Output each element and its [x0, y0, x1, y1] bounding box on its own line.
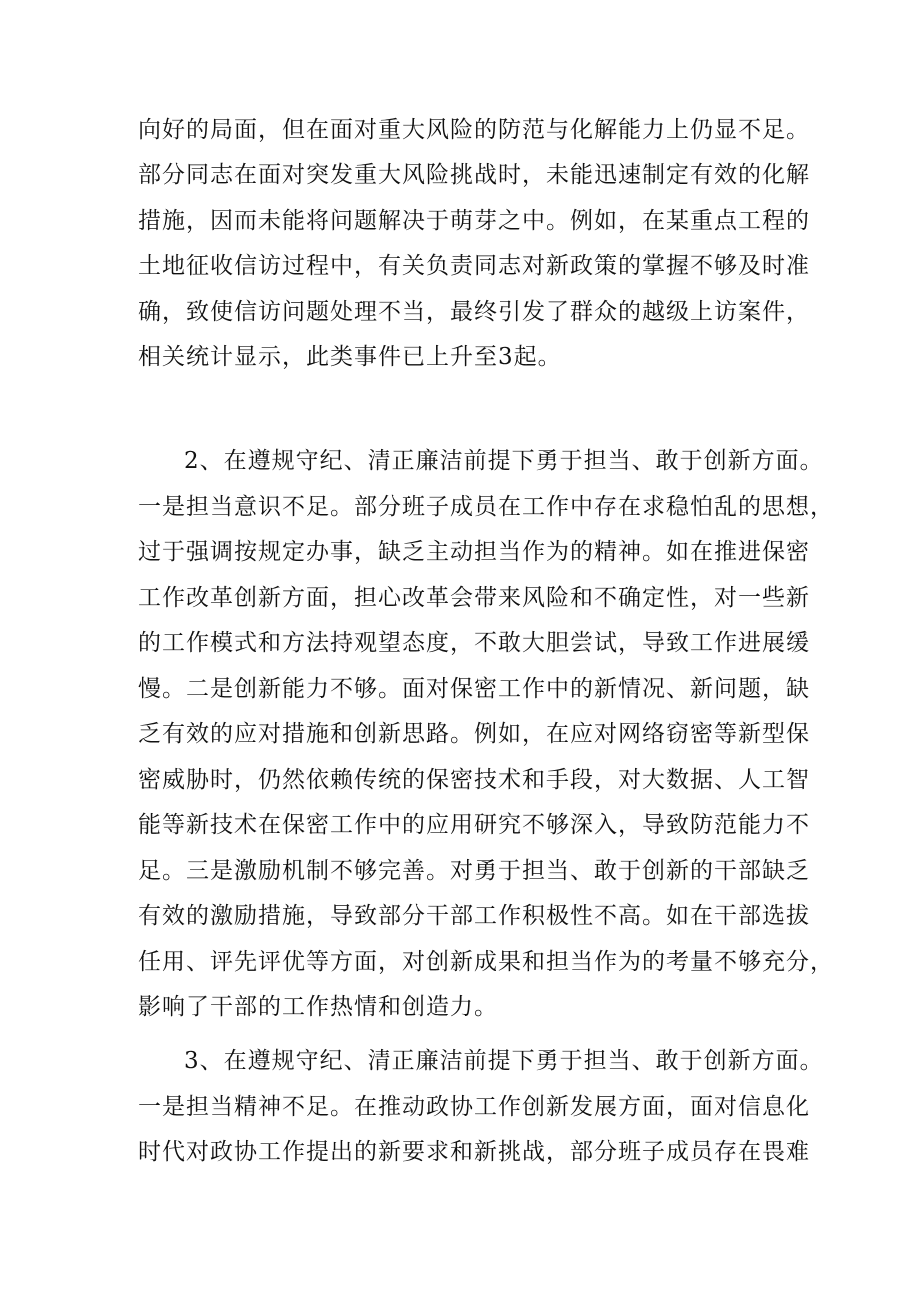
- text-line: 确，致使信访问题处理不当，最终引发了群众的越级上访案件，: [138, 299, 810, 325]
- text-line: 措施，因而未能将问题解决于萌芽之中。例如，在某重点工程的: [138, 208, 810, 234]
- text-line: 工作改革创新方面，担心改革会带来风险和不确定性，对一些新: [138, 585, 810, 611]
- text-line: 的工作模式和方法持观望态度，不敢大胆尝试，导致工作进展缓: [138, 630, 810, 656]
- text-line: 相关统计显示，此类事件已上升至3起。: [138, 344, 562, 370]
- text-line: 慢。二是创新能力不够。面对保密工作中的新情况、新问题，缺: [138, 676, 810, 702]
- paragraph-heading: 2、在遵规守纪、清正廉洁前提下勇于担当、敢于创新方面。: [184, 448, 824, 474]
- text-line: 任用、评先评优等方面，对创新成果和担当作为的考量不够充分，: [138, 949, 834, 975]
- text-line: 能等新技术在保密工作中的应用研究不够深入，导致防范能力不: [138, 812, 810, 838]
- text-line: 向好的局面，但在面对重大风险的防范与化解能力上仍显不足。: [138, 117, 810, 143]
- text-line: 部分同志在面对突发重大风险挑战时，未能迅速制定有效的化解: [138, 162, 810, 188]
- text-line: 密威胁时，仍然依赖传统的保密技术和手段，对大数据、人工智: [138, 767, 810, 793]
- text-line: 一是担当意识不足。部分班子成员在工作中存在求稳怕乱的思想，: [138, 494, 834, 520]
- text-line: 足。三是激励机制不够完善。对勇于担当、敢于创新的干部缺乏: [138, 858, 810, 884]
- text-line: 有效的激励措施，导致部分干部工作积极性不高。如在干部选拔: [138, 903, 810, 929]
- text-line: 一是担当精神不足。在推动政协工作创新发展方面，面对信息化: [138, 1094, 810, 1120]
- text-line: 过于强调按规定办事，缺乏主动担当作为的精神。如在推进保密: [138, 539, 810, 565]
- text-line: 乏有效的应对措施和创新思路。例如，在应对网络窃密等新型保: [138, 721, 810, 747]
- text-line: 影响了干部的工作热情和创造力。: [138, 994, 498, 1020]
- paragraph-heading: 3、在遵规守纪、清正廉洁前提下勇于担当、敢于创新方面。: [184, 1048, 824, 1074]
- text-line: 时代对政协工作提出的新要求和新挑战，部分班子成员存在畏难: [138, 1139, 810, 1165]
- text-line: 土地征收信访过程中，有关负责同志对新政策的掌握不够及时准: [138, 253, 810, 279]
